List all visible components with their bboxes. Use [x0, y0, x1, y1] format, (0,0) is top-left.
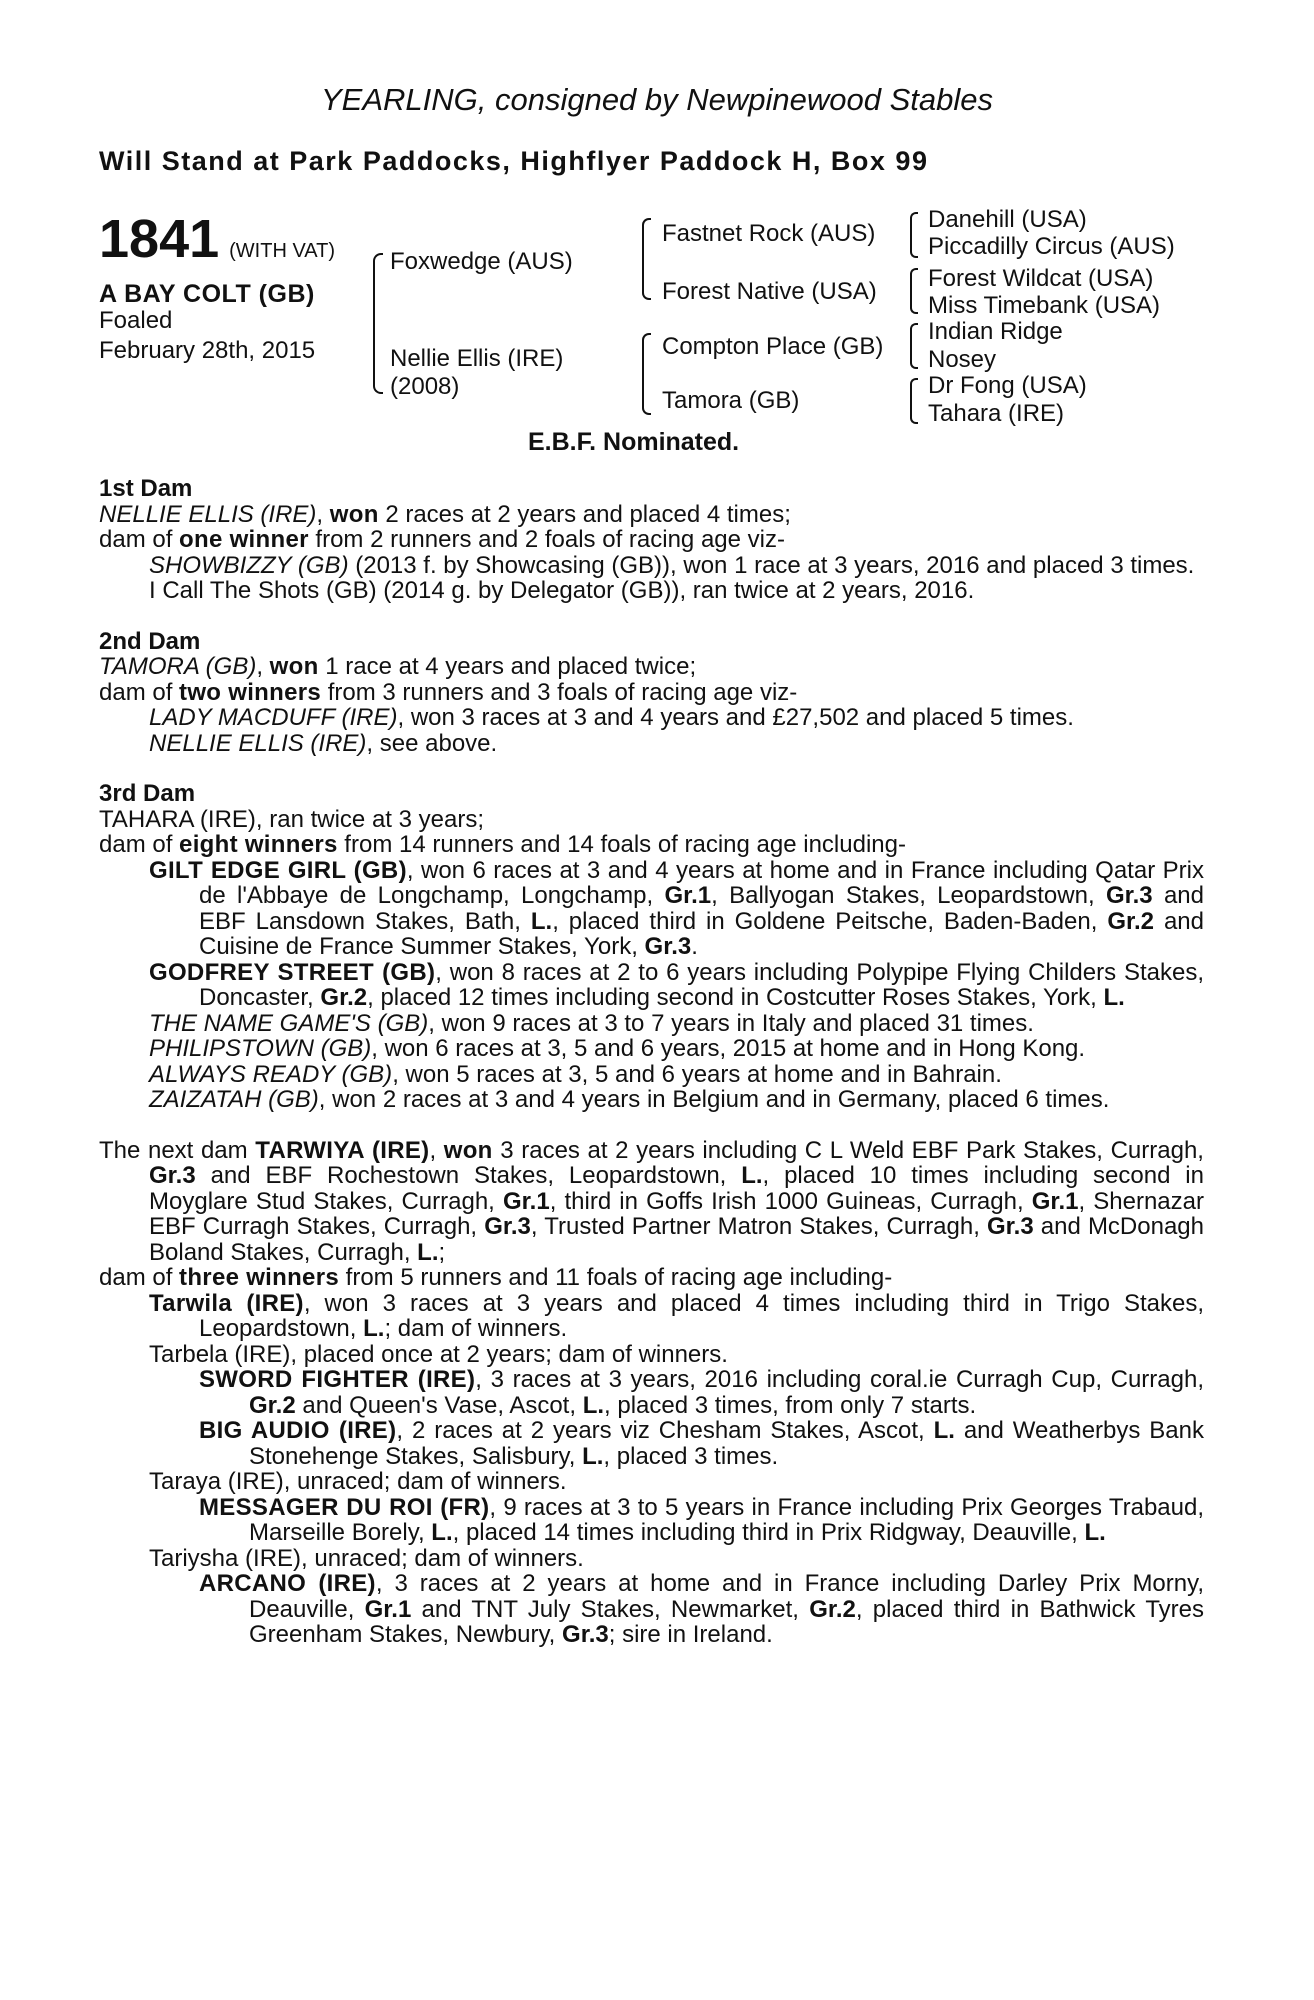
catalogue-header: YEARLING, consigned by Newpinewood Stables [320, 82, 994, 117]
group-label: Gr.2 [320, 984, 368, 1011]
lot-number: 1841 [99, 209, 220, 269]
produce-text: , placed 3 times. [603, 1442, 779, 1470]
produce-entry: Tariysha (IRE), unraced; dam of winners. [149, 1544, 584, 1572]
dam-of-text: dam of [99, 526, 180, 553]
dam-of-text: dam of [99, 1264, 180, 1291]
next-dam-text: , [429, 1136, 444, 1164]
produce-text: , won 9 races at 3 to 7 years in Italy and placed 31 times. [428, 1009, 1034, 1037]
produce-text: , placed 12 times including second in Costcutter Roses Stakes, York, [367, 984, 1104, 1011]
dam-of-text: dam of [99, 831, 180, 858]
produce-name: LADY MACDUFF (IRE) [149, 704, 398, 731]
produce-text: , see above. [366, 729, 498, 757]
next-dam-text: , third in Goffs Irish 1000 Guineas, Curragh, [549, 1187, 1032, 1215]
produce-text: , won 6 races at 3, 5 and 6 years, 2015 at home and in Hong Kong. [371, 1035, 1086, 1062]
produce-entry [99, 1011, 1204, 1037]
pedigree-brace [910, 268, 918, 314]
produce-text: , won 8 races at 2 to 6 years including Polypipe Flying Childers Stakes, Doncaster, [199, 958, 1204, 1011]
pedigree-brace [910, 323, 918, 369]
dam: Nellie Ellis (IRE) [390, 345, 564, 372]
produce-name: SHOWBIZZY (GB) [149, 551, 349, 579]
group-label: Gr.1 [364, 1595, 412, 1623]
next-dam-text: , Shernazar EBF Curragh Stakes, Curragh, [149, 1187, 1204, 1240]
produce-entry [99, 1062, 1204, 1088]
listed-label: L. [1103, 984, 1125, 1011]
produce-text: , placed 3 times, from only 7 starts. [604, 1391, 977, 1419]
grandsire-5: Indian Ridge [928, 318, 1063, 345]
listed-label: L. [417, 1238, 439, 1266]
produce-entry [99, 1367, 1204, 1418]
dam-dam: Tamora (GB) [662, 387, 800, 414]
next-dam-produce [99, 1265, 1204, 1291]
produce-name: GODFREY STREET (GB) [149, 958, 436, 986]
group-label: Gr.3 [987, 1213, 1034, 1240]
produce-text: , placed third in Bathwick Tyres Greenham Stakes, Newbury, [249, 1595, 1204, 1648]
group-label: Gr.1 [1031, 1187, 1079, 1215]
listed-label: L. [530, 907, 553, 935]
produce-text: , placed third in Goldene Peitsche, Baden-Baden, [552, 907, 1108, 935]
winners-count: three winners [179, 1264, 339, 1291]
first-dam-record: NELLIE ELLIS (IRE), won 2 races at 2 years and placed 4 times; [99, 500, 791, 528]
sire-sire: Fastnet Rock (AUS) [662, 220, 876, 247]
listed-label: L. [582, 1442, 604, 1470]
pedigree-brace [910, 378, 918, 424]
sire: Foxwedge (AUS) [390, 248, 573, 275]
produce-name: PHILIPSTOWN (GB) [149, 1035, 372, 1062]
foaled-info [99, 306, 315, 366]
dam-of-text: from 5 runners and 11 foals of racing age including- [339, 1264, 893, 1291]
won-label: won [443, 1136, 493, 1164]
produce-text: , 2 races at 2 years viz Chesham Stakes, Ascot, [396, 1417, 934, 1444]
grandsire-7: Dr Fong (USA) [928, 372, 1087, 399]
produce-text: ; dam of winners. [384, 1315, 568, 1342]
foaled-label: Foaled [99, 307, 173, 334]
produce-entry [99, 1418, 1204, 1469]
catalogue-body [99, 476, 1204, 1648]
group-label: Gr.3 [644, 933, 692, 960]
group-label: Gr.3 [149, 1162, 196, 1189]
produce-entry [99, 1571, 1204, 1648]
produce-entry [99, 1495, 1204, 1546]
third-dam-heading: 3rd Dam [99, 780, 196, 807]
produce-text: and Queen's Vase, Ascot, [295, 1391, 583, 1419]
won-label: won [269, 653, 319, 680]
group-label: Gr.3 [484, 1213, 531, 1240]
next-dam-text: , Trusted Partner Matron Stakes, Curragh, [530, 1213, 987, 1240]
dam-of-text: dam of [99, 678, 180, 706]
produce-name: NELLIE ELLIS (IRE) [149, 729, 367, 757]
second-dam-name: TAMORA (GB) [99, 653, 257, 680]
next-dam-record [99, 1138, 1204, 1266]
produce-text: and EBF Lansdown Stakes, Bath, [199, 882, 1204, 935]
listed-label: L. [933, 1417, 955, 1444]
group-label: Gr.3 [562, 1621, 609, 1648]
produce-text: , Ballyogan Stakes, Leopardstown, [711, 882, 1106, 909]
third-dam-produce [99, 832, 1204, 858]
dam-sire: Compton Place (GB) [662, 333, 884, 360]
produce-name: ALWAYS READY (GB) [149, 1060, 393, 1088]
won-label: won [329, 500, 379, 528]
pedigree-brace [642, 333, 651, 415]
produce-name: Tarwila (IRE) [149, 1289, 304, 1317]
listed-label: L. [431, 1519, 453, 1546]
listed-label: L. [582, 1391, 605, 1419]
winners-count: eight winners [179, 831, 338, 858]
produce-entry: Tarbela (IRE), placed once at 2 years; dam of winners. [149, 1340, 728, 1368]
first-dam-produce [99, 527, 1204, 553]
produce-entry: I Call The Shots (GB) (2014 g. by Delegator (GB)), ran twice at 2 years, 2016. [149, 577, 975, 604]
next-dam-text: The next dam [99, 1136, 256, 1164]
first-dam-heading: 1st Dam [99, 475, 193, 502]
next-dam-text: and McDonagh Boland Stakes, Curragh, [149, 1213, 1205, 1266]
next-dam-text: and EBF Rochestown Stakes, Leopardstown, [195, 1162, 742, 1189]
produce-text: and Cuisine de France Summer Stakes, York, [199, 907, 1204, 960]
produce-text: and TNT July Stakes, Newmarket, [411, 1595, 810, 1623]
group-label: Gr.1 [664, 882, 712, 909]
dam-of-text: from 3 runners and 3 foals of racing age viz- [321, 678, 798, 706]
next-dam-name: TARWIYA (IRE) [255, 1136, 430, 1164]
second-dam-produce [99, 680, 1204, 706]
produce-text: , won 5 races at 3, 5 and 6 years at home and in Bahrain. [392, 1060, 1002, 1088]
produce-name: SWORD FIGHTER (IRE) [199, 1366, 476, 1393]
winners-count: two winners [179, 678, 322, 706]
lot-heading [99, 208, 335, 270]
produce-text: , won 3 races at 3 and 4 years and £27,502 and placed 5 times. [397, 704, 1074, 731]
group-label: Gr.3 [1105, 882, 1153, 909]
pedigree-brace [910, 212, 918, 258]
group-label: Gr.2 [249, 1391, 296, 1419]
group-label: Gr.2 [1107, 907, 1155, 935]
second-dam-record: TAMORA (GB), won 1 race at 4 years and placed twice; [99, 653, 697, 680]
dam-year: (2008) [390, 373, 460, 400]
listed-label: L. [741, 1162, 763, 1189]
grandsire-2: Piccadilly Circus (AUS) [928, 233, 1175, 260]
grandsire-8: Tahara (IRE) [928, 400, 1065, 427]
produce-entry [99, 960, 1204, 1011]
second-dam-heading: 2nd Dam [99, 627, 201, 655]
group-label: Gr.1 [502, 1187, 550, 1215]
produce-entry: Taraya (IRE), unraced; dam of winners. [149, 1468, 567, 1495]
produce-name: BIG AUDIO (IRE) [199, 1417, 397, 1444]
produce-name: THE NAME GAME'S (GB) [149, 1009, 429, 1037]
record-text: 2 races at 2 years and placed 4 times; [378, 500, 791, 528]
grandsire-3: Forest Wildcat (USA) [928, 265, 1154, 292]
group-label: Gr.2 [809, 1595, 856, 1623]
produce-entry [99, 1036, 1204, 1062]
vat-note: (WITH VAT) [229, 240, 336, 262]
produce-entry [99, 705, 1204, 731]
produce-text: , won 2 races at 3 and 4 years in Belgium and in Germany, placed 6 times. [318, 1086, 1110, 1113]
stand-location: Will Stand at Park Paddocks, Highflyer Paddock H, Box 99 [99, 146, 929, 176]
first-dam-name: NELLIE ELLIS (IRE) [99, 500, 317, 528]
listed-label: L. [1084, 1519, 1106, 1546]
produce-text: , 3 races at 2 years at home and in France including Darley Prix Morny, Deauville, [249, 1570, 1205, 1623]
sire-dam: Forest Native (USA) [662, 278, 877, 305]
winners-count: one winner [179, 526, 309, 553]
pedigree-brace [642, 218, 651, 300]
produce-text: , 9 races at 3 to 5 years in France including Prix Georges Trabaud, Marseille Borely, [249, 1493, 1205, 1546]
grandsire-6: Nosey [928, 346, 997, 373]
produce-name: ARCANO (IRE) [199, 1570, 376, 1597]
produce-entry [99, 858, 1204, 960]
dam-of-text: from 2 runners and 2 foals of racing age viz- [308, 526, 785, 553]
produce-text: and Weatherbys Bank Stonehenge Stakes, Salisbury, [249, 1417, 1204, 1470]
next-dam-text: ; [438, 1238, 446, 1266]
produce-entry [99, 731, 1204, 757]
grandsire-4: Miss Timebank (USA) [928, 292, 1161, 319]
produce-text: (2013 f. by Showcasing (GB)), won 1 race at 3 years, 2016 and placed 3 times. [348, 551, 1195, 579]
produce-entry [99, 1087, 1204, 1113]
record-text: 1 race at 4 years and placed twice; [318, 653, 697, 680]
ebf-nominated: E.B.F. Nominated. [528, 428, 740, 456]
next-dam-text: , placed 10 times including second in Moyglare Stud Stakes, Curragh, [149, 1162, 1204, 1215]
foaled-date: February 28th, 2015 [99, 337, 316, 364]
next-dam-text: 3 races at 2 years including C L Weld EBF Park Stakes, Curragh, [492, 1136, 1204, 1164]
dam-of-text: from 14 runners and 14 foals of racing age including- [337, 831, 906, 858]
produce-text: , 3 races at 3 years, 2016 including coral.ie Curragh Cup, Curragh, [475, 1366, 1204, 1393]
listed-label: L. [363, 1315, 385, 1342]
produce-name: GILT EDGE GIRL (GB) [149, 856, 407, 884]
produce-text: ; sire in Ireland. [608, 1621, 773, 1648]
pedigree-brace [373, 253, 383, 394]
produce-name: MESSAGER DU ROI (FR) [199, 1493, 490, 1521]
produce-entry [99, 553, 1204, 579]
produce-text: , placed 14 times including third in Prix Ridgway, Deauville, [452, 1519, 1085, 1546]
horse-description: A BAY COLT (GB) [99, 280, 315, 308]
produce-text: . [691, 933, 698, 960]
produce-text: , won 3 races at 3 years and placed 4 times including third in Trigo Stakes, Leopardstown, [199, 1289, 1204, 1342]
third-dam-record: TAHARA (IRE), ran twice at 3 years; [99, 805, 484, 833]
grandsire-1: Danehill (USA) [928, 206, 1087, 233]
produce-entry [99, 1291, 1204, 1342]
produce-text: , won 6 races at 3 and 4 years at home and in France including Qatar Prix de l'Abbaye de Longchamp, Longchamp, [199, 856, 1204, 909]
produce-name: ZAIZATAH (GB) [149, 1086, 319, 1113]
